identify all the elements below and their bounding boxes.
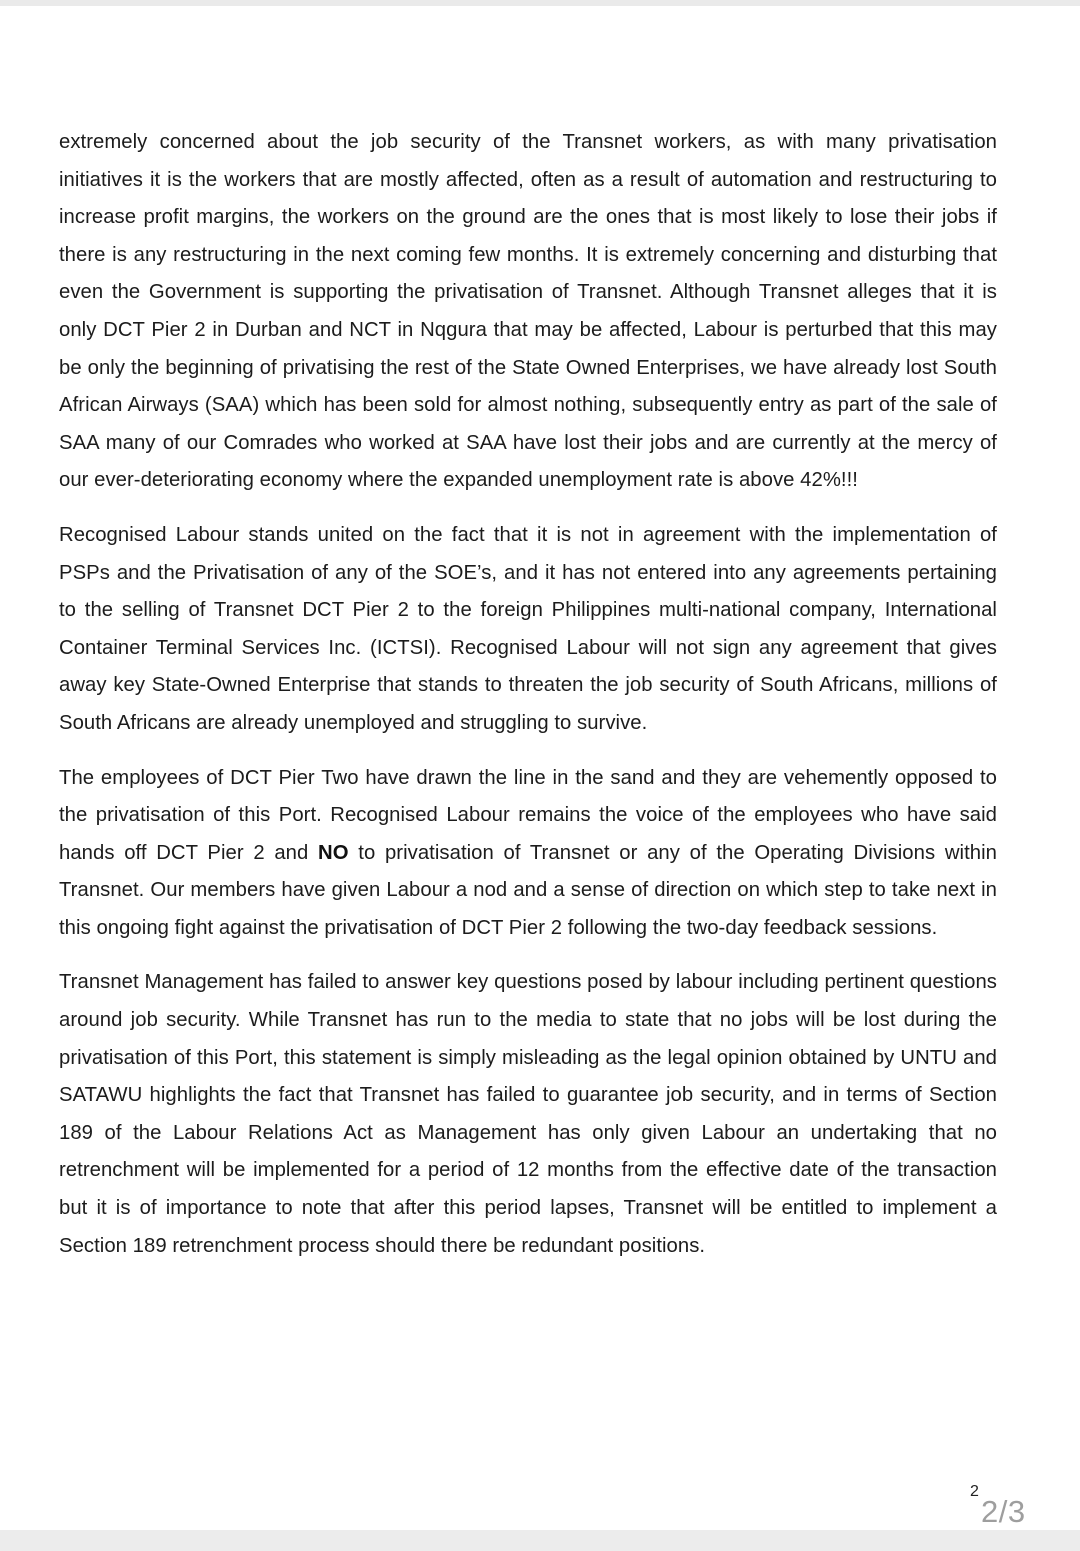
page-number: 2 xyxy=(970,1483,979,1500)
viewer-bottom-edge xyxy=(0,1530,1080,1551)
bold-no: NO xyxy=(318,841,349,864)
paragraph-dct-pier-two xyxy=(59,760,997,948)
paragraph-job-security: extremely concerned about the job security of the Transnet workers, as with many privatisation initiatives it is the workers that are mostly affected, often as a result of automation and restructuring to increase profit margins, the workers on the ground are the ones that is most likely to lose their jobs if there is any restructuring in the next coming few months. It is extremely concerning and disturbing that even the Government is supporting the privatisation of Transnet. Although Transnet alleges that it is only DCT Pier 2 in Durban and NCT in Nqgura that may be affected, Labour is perturbed that this may be only the beginning of privatising the rest of the State Owned Enterprises, we have already lost South African Airways (SAA) which has been sold for almost nothing, subsequently entry as part of the sale of SAA many of our Comrades who worked at SAA have lost their jobs and are currently at the mercy of our ever-deteriorating economy where the expanded unemployment rate is above 42%!!! xyxy=(59,131,997,492)
paragraph-transnet-management: Transnet Management has failed to answer key questions posed by labour including pertinent questions around job security. While Transnet has run to the media to state that no jobs will be lost during the privatisation of this Port, this statement is simply misleading as the legal opinion obtained by UNTU and SATAWU highlights the fact that Transnet has failed to guarantee job security, and in terms of Section 189 of the Labour Relations Act as Management has only given Labour an undertaking that no retrenchment will be implemented for a period of 12 months from the effective date of the transaction but it is of importance to note that after this period lapses, Transnet will be entitled to implement a Section 189 retrenchment process should there be redundant positions. xyxy=(59,971,997,1257)
paragraph-recognised-labour: Recognised Labour stands united on the fact that it is not in agreement with the implementation of PSPs and the Privatisation of any of the SOE’s, and it has not entered into any agreements pertaining to the selling of Transnet DCT Pier 2 to the foreign Philippines multi-national company, International Container Terminal Services Inc. (ICTSI). Recognised Labour will not sign any agreement that gives away key State-Owned Enterprise that stands to threaten the job security of South Africans, millions of South Africans are already unemployed and struggling to survive. xyxy=(59,523,997,734)
page-content xyxy=(59,124,997,1282)
document-page[interactable] xyxy=(0,6,1080,1530)
paragraph-text-after: to privatisation of Transnet or any of the Operating Divisions within Transnet. Our members have given Labour a nod and a sense of direction on which step to take next in this ongoing fight against the privatisation of DCT Pier 2 following the two-day feedback sessions. xyxy=(59,841,997,939)
page-indicator: 2/3 xyxy=(981,1494,1026,1529)
paragraph-text-before: The employees of DCT Pier Two have drawn the line in the sand and they are vehemently opposed to the privatisation of this Port. Recognised Labour remains the voice of the employees who have said hands off DCT Pier 2 and xyxy=(59,766,997,864)
